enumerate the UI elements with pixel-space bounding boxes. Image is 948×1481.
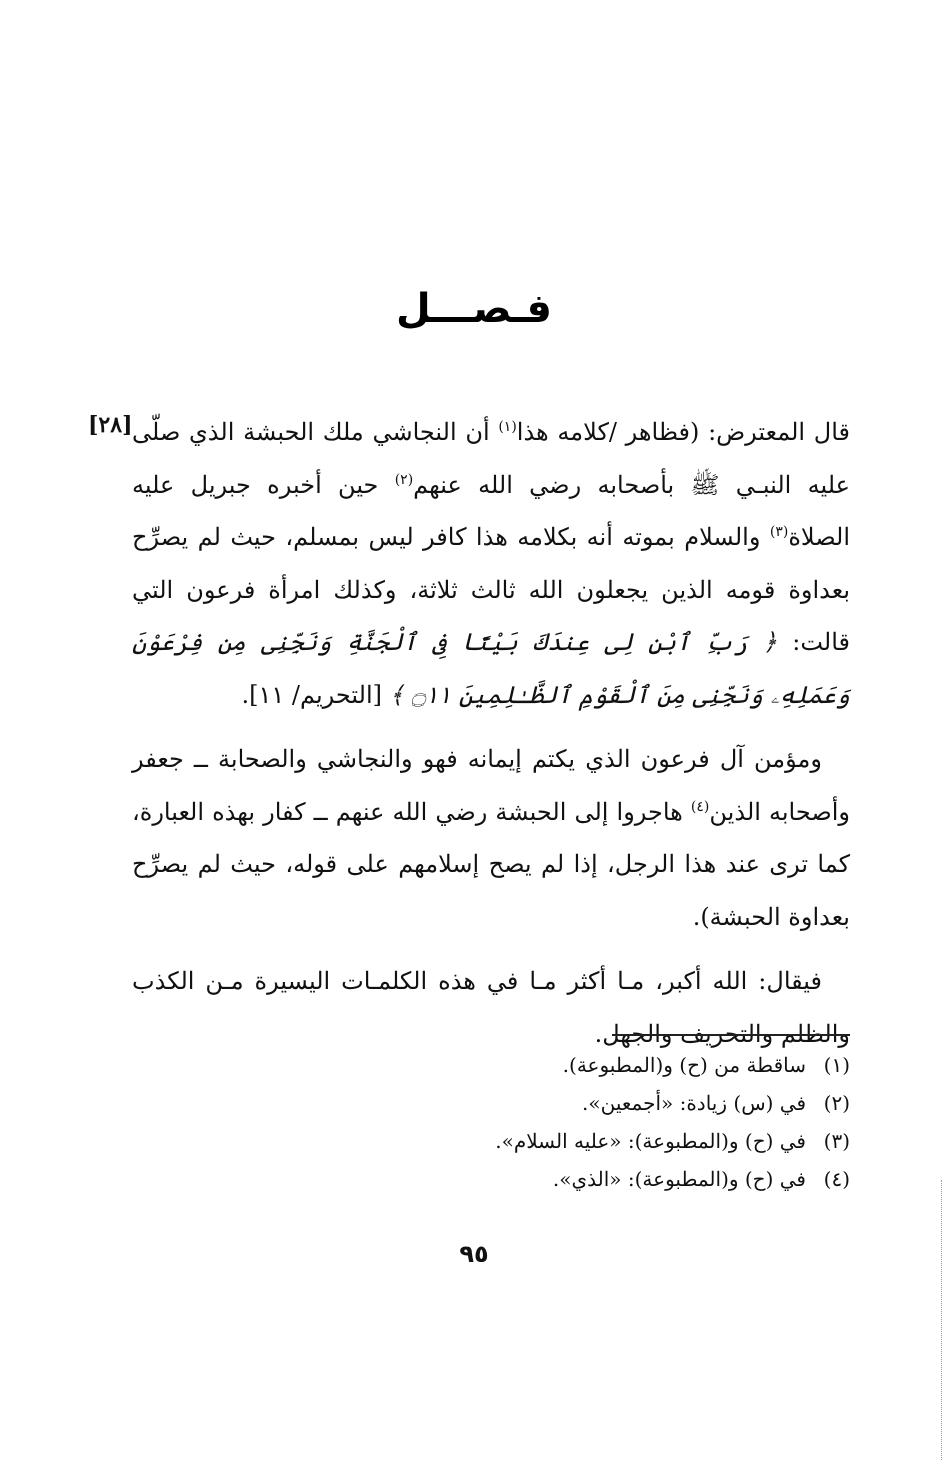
- paragraph-1-part-b: أن النجاشي ملك الحبشة الذي صلّى عليه النبـي ﷺ بأصحابه رضي الله عنهم: [132, 418, 850, 499]
- footnote-text: في (ح) و(المطبوعة): «الذي».: [552, 1167, 806, 1191]
- footnote-ref-3: (٣): [769, 524, 789, 540]
- paragraph-2: [132, 733, 850, 943]
- footnote-ref-1: (١): [498, 419, 517, 435]
- section-heading: فـصـــل: [396, 286, 552, 332]
- footnote-ref-2: (٢): [394, 471, 414, 488]
- footnote-number: (٣): [823, 1129, 850, 1153]
- scan-edge-line: [941, 1180, 942, 1460]
- paragraph-2-part-a: ومؤمن آل فرعون الذي يكتم إيمانه فهو والنجاشي والصحابة ــ جعفر وأصحابه الذين: [132, 745, 850, 826]
- footnote-number: (٢): [823, 1091, 850, 1115]
- manuscript-folio-marker: [٢٨]: [88, 412, 133, 438]
- footnote-text: في (ح) و(المطبوعة): «عليه السلام».: [495, 1129, 806, 1153]
- footnote-number: (١): [823, 1053, 850, 1077]
- footnotes: [300, 1046, 850, 1198]
- footnote-item: [300, 1046, 850, 1084]
- quran-verse: ﴿ رَبِّ ٱبْنِ لِى عِندَكَ بَيْتًا فِى ٱلْجَنَّةِ وَنَجِّنِى مِن فِرْعَوْنَ وَعَمَلِهِۦ وَنَجِّنِى مِنَ ٱلْقَوْمِ ٱلظَّـٰلِمِينَ ۝١١ ﴾: [132, 628, 850, 709]
- paragraph-1: [132, 406, 850, 721]
- page-number: ٩٥: [459, 1240, 489, 1268]
- footnote-separator: [612, 1034, 850, 1036]
- footnote-number: (٤): [823, 1167, 850, 1191]
- footnote-item: [300, 1160, 850, 1198]
- footnote-item: [300, 1084, 850, 1122]
- quran-reference: [التحريم/ ١١].: [241, 680, 390, 709]
- footnote-item: [300, 1122, 850, 1160]
- paragraph-1-part-c: حين أخبره جبريل عليه الصلاة: [132, 470, 850, 551]
- footnote-text: ساقطة من (ح) و(المطبوعة).: [562, 1053, 806, 1077]
- paragraph-1-part-a: قال المعترض: (فظاهر /كلامه هذا: [516, 418, 851, 446]
- paragraph-2-part-b: هاجروا إلى الحبشة رضي الله عنهم ــ كفار بهذه العبارة، كما ترى عند هذا الرجل، إذا لم يصح إسلامهم على قوله، حيث لم يصرِّح بعداوة الحبشة).: [132, 797, 850, 931]
- footnote-text: في (س) زيادة: «أجمعين».: [582, 1091, 806, 1115]
- main-text: [132, 406, 850, 1072]
- paragraph-3: فيقال: الله أكبر، مـا أكثر مـا في هذه الكلمـات اليسيرة مـن الكذب والظلم والتحريف والجهل.: [132, 967, 850, 1048]
- footnote-ref-4: (٤): [690, 798, 710, 815]
- paragraph-1-part-d: والسلام بموته أنه بكلامه هذا كافر ليس بمسلم، حيث لم يصرِّح بعداوة قومه الذين يجعلون الله ثالث ثلاثة، وكذلك امرأة فرعون التي قالت:: [132, 523, 850, 656]
